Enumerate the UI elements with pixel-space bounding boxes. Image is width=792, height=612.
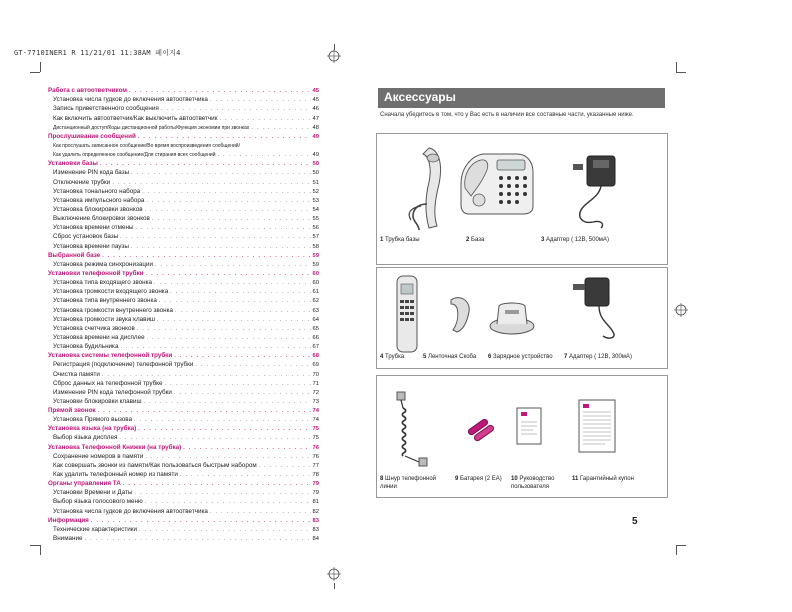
toc-entry-row <box>48 324 319 333</box>
toc-page-number: 78 <box>312 472 319 479</box>
caption-11: 11 Гарантийный купон <box>572 476 634 482</box>
toc-title: Установка времени паузы <box>53 242 129 250</box>
toc-title: Установка времени отмены <box>53 224 134 232</box>
toc-section-row <box>48 406 319 415</box>
toc-title: Технические характеристики <box>53 525 138 533</box>
toc-leader-dots <box>131 170 310 177</box>
toc-leader-dots <box>134 490 310 497</box>
toc-leader-dots <box>154 280 311 287</box>
toc-entry-row <box>48 369 319 378</box>
toc-leader-dots <box>123 481 311 488</box>
toc-page-number: 79 <box>312 481 319 488</box>
toc-title: Установки блокировки клавиш <box>53 397 142 405</box>
table-of-contents <box>48 86 319 543</box>
toc-title: Установка времени на дисплее <box>53 333 145 341</box>
caption-6: 6 Зарядное устройство <box>488 354 553 360</box>
toc-leader-dots <box>218 152 311 159</box>
toc-entry-row <box>48 333 319 342</box>
warranty-card-icon <box>575 398 619 454</box>
toc-page-number: 54 <box>312 206 319 213</box>
toc-title: Установка громкости входящего звонка <box>53 288 169 296</box>
caption-4: 4 Трубка <box>380 354 405 360</box>
toc-page-number: 49 <box>312 152 319 159</box>
toc-page-number: 65 <box>312 325 319 332</box>
toc-leader-dots <box>129 88 311 95</box>
registration-mark-icon <box>674 303 688 317</box>
intro-text: Сначала убедитесь в том, что у Вас есть в наличии все составные части, указанные ниже. <box>380 112 634 118</box>
toc-page-number: 55 <box>312 216 319 223</box>
toc-title: Как удалить телефонный номер из памяти <box>53 471 178 479</box>
toc-page-number: 69 <box>312 362 319 369</box>
toc-title: Отключение трубки <box>53 178 111 186</box>
registration-mark-icon <box>327 567 341 581</box>
toc-leader-dots <box>152 216 311 223</box>
toc-leader-dots <box>98 408 311 415</box>
page-number: 5 <box>632 516 638 527</box>
crop-mark <box>676 545 686 546</box>
toc-leader-dots <box>146 271 311 278</box>
toc-title: Прямой звонок <box>48 407 96 415</box>
toc-title: Установки Времени и Даты <box>53 489 133 497</box>
toc-page-number: 84 <box>312 536 319 543</box>
toc-title: Установка типа внутреннего звонка <box>53 297 157 305</box>
charger-icon <box>487 296 537 336</box>
toc-leader-dots <box>147 335 311 342</box>
crop-mark <box>30 545 40 546</box>
crop-mark <box>676 62 677 72</box>
toc-page-number: 67 <box>312 344 319 351</box>
caption-1: 1 Трубка базы <box>380 237 420 243</box>
toc-section-row <box>48 269 319 278</box>
toc-title: Работа с автоответчиком <box>48 87 128 95</box>
toc-page-number: 79 <box>312 490 319 497</box>
caption-10: 10 Руководство пользователя <box>511 476 555 490</box>
toc-title: Очистка памяти <box>53 370 100 378</box>
toc-title: Изменение PIN кода телефонной трубки <box>53 388 172 396</box>
toc-leader-dots <box>175 308 311 315</box>
toc-entry-row <box>48 278 319 287</box>
toc-title: Установки базы <box>48 160 98 168</box>
toc-title: Установка режима синхронизации <box>53 260 154 268</box>
toc-page-number: 82 <box>312 508 319 515</box>
toc-entry-row <box>48 150 319 159</box>
crop-mark <box>40 62 41 72</box>
toc-page-number: 62 <box>312 298 319 305</box>
toc-entry-row <box>48 123 319 132</box>
toc-entry-row <box>48 223 319 232</box>
toc-title: Установки телефонной трубки <box>48 269 144 277</box>
toc-leader-dots <box>145 499 311 506</box>
caption-2: 2 База <box>466 237 485 243</box>
toc-entry-row <box>48 506 319 515</box>
toc-title: Информация <box>48 516 89 524</box>
toc-entry-row <box>48 241 319 250</box>
toc-entry-row <box>48 315 319 324</box>
accessories-box-1 <box>376 133 668 265</box>
toc-title: Запись приветственного сообщения <box>53 105 159 113</box>
battery-icon <box>461 406 501 446</box>
toc-entry-row <box>48 187 319 196</box>
toc-title: Установка системы телефонной трубки <box>48 352 173 360</box>
toc-entry-row <box>48 95 319 104</box>
toc-title: Регистрация (подключение) телефонной трубки <box>53 361 194 369</box>
toc-entry-row <box>48 488 319 497</box>
toc-page-number: 46 <box>312 106 319 113</box>
toc-entry-row <box>48 433 319 442</box>
toc-entry-row <box>48 497 319 506</box>
toc-entry-row <box>48 214 319 223</box>
toc-title: Сохранение номеров в памяти <box>53 452 144 460</box>
toc-leader-dots <box>120 234 310 241</box>
toc-page-number: 59 <box>312 252 319 259</box>
toc-entry-row <box>48 461 319 470</box>
toc-title: Сброс данных на телефонной трубке <box>53 379 163 387</box>
toc-title: Выключение блокировки звонков <box>53 215 150 223</box>
toc-leader-dots <box>145 207 311 214</box>
toc-page-number: 48 <box>312 124 319 131</box>
toc-section-row <box>48 516 319 525</box>
toc-page-number: 50 <box>312 170 319 177</box>
accessories-box-2 <box>376 267 668 369</box>
toc-entry-row <box>48 177 319 186</box>
toc-leader-dots <box>139 527 311 534</box>
toc-leader-dots <box>144 399 311 406</box>
toc-page-number: 58 <box>312 243 319 250</box>
toc-leader-dots <box>136 225 311 232</box>
toc-page-number: 83 <box>312 517 319 524</box>
caption-9: 9 Батарея (2 ЕА) <box>455 476 502 482</box>
toc-leader-dots <box>137 326 311 333</box>
toc-section-row <box>48 351 319 360</box>
toc-entry-row <box>48 388 319 397</box>
toc-entry-row <box>48 415 319 424</box>
toc-page-number: 71 <box>312 380 319 387</box>
toc-page-number: 59 <box>312 261 319 268</box>
toc-entry-row <box>48 113 319 122</box>
section-title-bar <box>378 88 665 108</box>
toc-entry-row <box>48 168 319 177</box>
print-header: GT-7710INER1 R 11/21/01 11:38AM 페이지4 <box>14 49 181 57</box>
toc-title: Сброс установок базы <box>53 233 119 241</box>
toc-leader-dots <box>100 161 311 168</box>
toc-entry-row <box>48 525 319 534</box>
toc-leader-dots <box>138 134 311 141</box>
toc-entry-row <box>48 104 319 113</box>
toc-title: Выбранной базе <box>48 251 101 259</box>
toc-entry-row <box>48 141 319 150</box>
toc-leader-dots <box>138 426 310 433</box>
toc-leader-dots <box>91 518 311 525</box>
toc-page-number: 56 <box>312 225 319 232</box>
toc-leader-dots <box>131 244 311 251</box>
toc-section-row <box>48 86 319 95</box>
toc-entry-row <box>48 296 319 305</box>
toc-leader-dots <box>170 289 310 296</box>
toc-page-number: 49 <box>312 133 319 140</box>
toc-leader-dots <box>259 463 311 470</box>
toc-title: Выбор языка дисплея <box>53 434 118 442</box>
toc-page-number: 74 <box>312 417 319 424</box>
toc-leader-dots <box>183 445 310 452</box>
toc-title: Как совершать звонки из памяти/Как пользоваться быстрым набором <box>53 461 257 469</box>
toc-entry-row <box>48 534 319 543</box>
toc-page-number: 45 <box>312 88 319 95</box>
toc-title: Органы управления ТА <box>48 480 121 488</box>
toc-page-number: 64 <box>312 316 319 323</box>
toc-entry-row <box>48 232 319 241</box>
toc-title: Установка громкости внутреннего звонка <box>53 306 174 314</box>
toc-leader-dots <box>145 454 310 461</box>
toc-leader-dots <box>155 262 310 269</box>
base-unit-icon <box>457 148 537 218</box>
toc-leader-dots <box>157 317 310 324</box>
toc-entry-row <box>48 360 319 369</box>
crop-mark <box>676 545 677 555</box>
toc-title: Установка числа гудков до включения автоответчика <box>53 96 208 104</box>
crop-mark <box>676 72 686 73</box>
crop-mark <box>30 72 40 73</box>
toc-leader-dots <box>210 97 311 104</box>
adapter-icon <box>569 274 625 344</box>
toc-leader-dots <box>159 298 311 305</box>
toc-leader-dots <box>210 509 311 516</box>
belt-clip-icon <box>445 294 475 334</box>
toc-page-number: 60 <box>312 280 319 287</box>
toc-page-number: 75 <box>312 426 319 433</box>
toc-leader-dots <box>102 253 310 260</box>
toc-page-number: 60 <box>312 270 319 277</box>
toc-page-number: 76 <box>312 444 319 451</box>
toc-title: Установка импульсного набора <box>53 196 145 204</box>
toc-page-number: 72 <box>312 389 319 396</box>
toc-title: Установка числа гудков до включения автоответчика <box>53 507 208 515</box>
toc-title: Установка громкости звука клавиш <box>53 315 156 323</box>
toc-leader-dots <box>195 362 310 369</box>
toc-leader-dots <box>251 125 310 132</box>
toc-page-number: 83 <box>312 526 319 533</box>
toc-title: Установка счетчика звонков <box>53 324 135 332</box>
toc-entry-row <box>48 260 319 269</box>
handset-icon <box>393 274 421 354</box>
toc-page-number: 77 <box>312 462 319 469</box>
toc-entry-row <box>48 397 319 406</box>
toc-section-row <box>48 159 319 168</box>
toc-title: Установка тонального набора <box>53 187 141 195</box>
toc-title: Выбор языка голосового меню <box>53 498 143 506</box>
accessories-box-3 <box>376 375 668 498</box>
caption-8: 8 Шнур телефонной линии <box>380 476 437 490</box>
toc-section-row <box>48 251 319 260</box>
crop-mark <box>334 583 335 589</box>
toc-page-number: 66 <box>312 334 319 341</box>
caption-3: 3 Адаптер ( 12В, 500мА) <box>541 237 609 243</box>
toc-page-number: 51 <box>312 179 319 186</box>
toc-leader-dots <box>180 472 311 479</box>
toc-title: Установка блокировки звонков <box>53 205 143 213</box>
toc-page-number: 70 <box>312 371 319 378</box>
toc-title: Как прослушать записанное сообщение/Во время воспроизведения сообщений/ <box>53 142 240 149</box>
toc-title: Установка будильника <box>53 343 119 351</box>
toc-title: Дистанционный доступ/Коды дистанционной работы/Функция экономии при звонках <box>53 124 250 131</box>
toc-page-number: 74 <box>312 408 319 415</box>
toc-page-number: 45 <box>312 97 319 104</box>
toc-leader-dots <box>112 180 310 187</box>
toc-title: Установка Телефонной Книжки (на трубка) <box>48 443 182 451</box>
caption-7: 7 Адаптер ( 12В, 300мА) <box>564 354 632 360</box>
toc-section-row <box>48 424 319 433</box>
toc-leader-dots <box>174 390 311 397</box>
toc-entry-row <box>48 470 319 479</box>
toc-title: Установка типа входящего звонка <box>53 279 153 287</box>
toc-leader-dots <box>119 435 310 442</box>
toc-entry-row <box>48 452 319 461</box>
toc-title: Установка языка (на трубка) <box>48 425 137 433</box>
toc-title: Изменение PIN кода базы <box>53 169 130 177</box>
toc-leader-dots <box>85 536 311 543</box>
toc-page-number: 76 <box>312 453 319 460</box>
toc-leader-dots <box>102 372 311 379</box>
adapter-icon <box>565 152 629 230</box>
toc-leader-dots <box>161 106 311 113</box>
toc-page-number: 47 <box>312 115 319 122</box>
toc-page-number: 50 <box>312 161 319 168</box>
toc-entry-row <box>48 305 319 314</box>
toc-leader-dots <box>174 353 310 360</box>
toc-page-number: 75 <box>312 435 319 442</box>
toc-section-row <box>48 442 319 451</box>
toc-leader-dots <box>134 417 310 424</box>
toc-page-number: 73 <box>312 398 319 405</box>
caption-5: 5 Ленточная Скоба <box>423 354 477 360</box>
crop-mark <box>334 44 335 50</box>
toc-page-number: 57 <box>312 234 319 241</box>
toc-page-number: 68 <box>312 353 319 360</box>
toc-entry-row <box>48 196 319 205</box>
section-title: Аксессуары <box>384 90 456 104</box>
toc-page-number: 61 <box>312 289 319 296</box>
toc-leader-dots <box>142 189 310 196</box>
toc-title: Внимание <box>53 535 83 543</box>
toc-section-row <box>48 132 319 141</box>
base-handset-icon <box>399 144 449 232</box>
toc-page-number: 63 <box>312 307 319 314</box>
toc-leader-dots <box>120 344 310 351</box>
registration-mark-icon <box>327 49 341 63</box>
toc-leader-dots <box>165 381 311 388</box>
toc-entry-row <box>48 287 319 296</box>
toc-page-number: 52 <box>312 188 319 195</box>
toc-entry-row <box>48 205 319 214</box>
line-cord-icon <box>393 390 433 470</box>
toc-entry-row <box>48 379 319 388</box>
toc-title: Как удалить определенное сообщение/Для стирания всех сообщений <box>53 152 216 159</box>
toc-leader-dots <box>219 116 310 123</box>
toc-entry-row <box>48 342 319 351</box>
toc-title: Как включить автоответчик/Как выключить автоответчик <box>53 114 218 122</box>
toc-leader-dots <box>146 198 310 205</box>
user-manual-icon <box>513 404 545 448</box>
toc-page-number: 53 <box>312 197 319 204</box>
toc-page-number: 81 <box>312 499 319 506</box>
crop-mark <box>40 545 41 555</box>
toc-title: Прослушивание сообщений <box>48 132 136 140</box>
toc-title: Установка Прямого вызова <box>53 416 133 424</box>
toc-section-row <box>48 479 319 488</box>
